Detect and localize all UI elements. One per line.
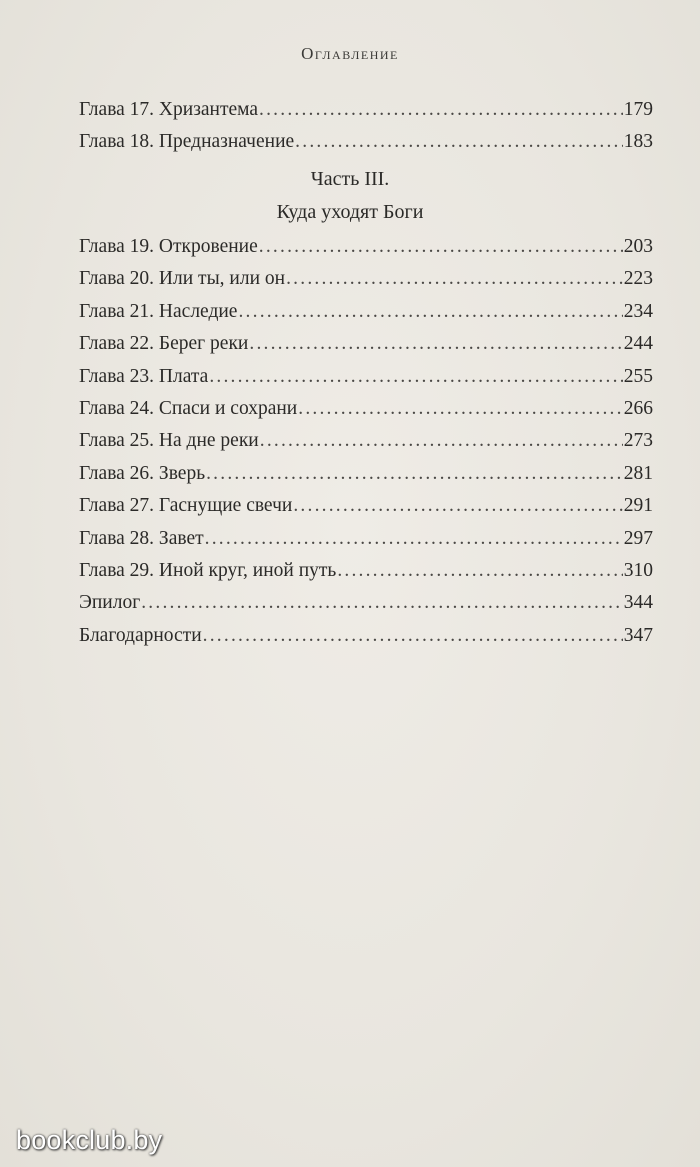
toc-entry-page: 223 <box>623 268 653 290</box>
toc-entry-page: 344 <box>623 592 653 614</box>
toc-entry-page: 183 <box>623 131 653 153</box>
toc-entry-page: 310 <box>623 559 653 581</box>
toc-entry-title: Глава 20. Или ты, или он <box>79 268 286 290</box>
toc-entry[interactable] <box>79 592 653 624</box>
toc-entry-title: Глава 23. Плата <box>79 365 209 387</box>
toc-entry[interactable] <box>79 430 653 462</box>
part-title: Куда уходят Боги <box>276 201 424 223</box>
toc-leader-dots <box>141 592 623 614</box>
toc-entry[interactable] <box>79 528 653 560</box>
toc-list-part3 <box>79 236 653 657</box>
toc-leader-dots <box>203 625 623 647</box>
toc-entry-page: 273 <box>623 430 653 452</box>
toc-leader-dots <box>286 268 623 290</box>
toc-leader-dots <box>249 333 622 355</box>
toc-entry-title: Глава 22. Берег реки <box>79 333 249 355</box>
toc-entry-title: Глава 24. Спаси и сохрани <box>79 397 298 419</box>
toc-list-part2-end <box>79 99 653 164</box>
toc-entry-title: Глава 29. Иной круг, иной путь <box>79 559 337 581</box>
toc-entry-title: Благодарности <box>79 624 202 646</box>
toc-entry[interactable] <box>79 398 653 430</box>
toc-entry[interactable] <box>79 236 653 268</box>
toc-entry-title: Глава 27. Гаснущие свечи <box>79 495 293 517</box>
toc-leader-dots <box>260 430 623 452</box>
toc-entry-title: Эпилог <box>79 592 141 614</box>
toc-entry-page: 281 <box>623 462 653 484</box>
toc-entry[interactable] <box>79 560 653 592</box>
toc-leader-dots <box>293 495 622 517</box>
toc-leader-dots <box>205 528 623 550</box>
toc-entry-title: Глава 25. На дне реки <box>79 430 259 452</box>
toc-entry[interactable] <box>79 333 653 365</box>
toc-entry-title: Глава 28. Завет <box>79 527 204 549</box>
toc-entry-page: 255 <box>623 365 653 387</box>
toc-entry-page: 347 <box>623 624 653 646</box>
toc-entry-title: Глава 21. Наследие <box>79 300 238 322</box>
toc-entry-title: Глава 18. Предназначение <box>79 131 295 153</box>
toc-entry-title: Глава 26. Зверь <box>79 462 206 484</box>
toc-entry-page: 179 <box>623 99 653 120</box>
toc-leader-dots <box>295 131 623 153</box>
toc-entry-page: 203 <box>623 236 653 257</box>
toc-entry[interactable] <box>79 268 653 300</box>
toc-leader-dots <box>209 366 622 388</box>
toc-entry-page: 244 <box>623 333 653 355</box>
toc-entry[interactable] <box>79 301 653 333</box>
page-header: Оглавление <box>301 44 399 63</box>
toc-entry-page: 297 <box>623 527 653 549</box>
toc-leader-dots <box>238 301 622 323</box>
toc-leader-dots <box>206 463 623 485</box>
toc-entry-page: 291 <box>623 495 653 517</box>
toc-entry[interactable] <box>79 463 653 495</box>
part-label: Часть III. <box>310 168 390 190</box>
toc-entry-title: Глава 19. Откровение <box>79 236 258 257</box>
toc-entry[interactable] <box>79 366 653 398</box>
toc-entry[interactable] <box>79 131 653 163</box>
toc-entry[interactable] <box>79 99 653 131</box>
toc-leader-dots <box>337 560 622 582</box>
toc-entry[interactable] <box>79 625 653 657</box>
toc-leader-dots <box>259 99 623 121</box>
toc-entry-page: 266 <box>623 397 653 419</box>
toc-leader-dots <box>259 236 623 258</box>
toc-entry-title: Глава 17. Хризантема <box>79 99 259 120</box>
toc-entry-page: 234 <box>623 300 653 322</box>
toc-leader-dots <box>298 398 623 420</box>
toc-entry[interactable] <box>79 495 653 527</box>
site-watermark: bookclub.by <box>16 1125 163 1155</box>
